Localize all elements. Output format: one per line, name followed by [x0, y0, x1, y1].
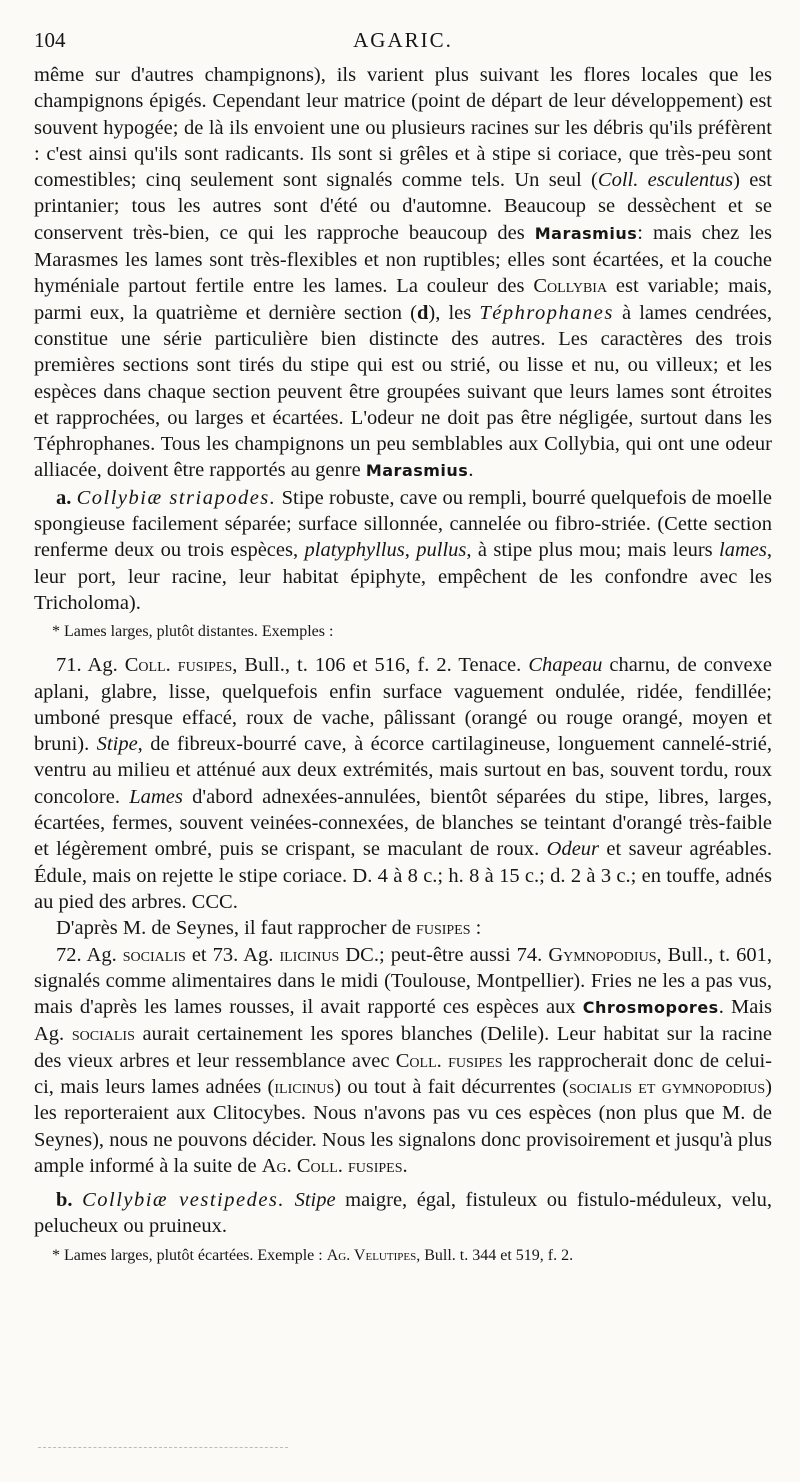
page [34, 28, 772, 1276]
section-a-paragraph: a. Collybiæ striapodes. Stipe robuste, cave ou rempli, bourré quelquefois de moelle spongieuse facilement séparée; surface sillonnée, cannelée ou fibro-striée. (Cette section renferme deux ou trois espèces, platyphyllus, pullus, à stipe plus mou; mais leurs lames, leur port, leur racine, leur habitat épiphyte, empêchent de les confondre avec les Tricholoma). [34, 486, 773, 614]
seynes-paragraph: D'après M. de Seynes, il faut rapprocher de fusipes : [56, 917, 482, 940]
note-lames-distantes: * Lames larges, plutôt distantes. Exemples : [52, 623, 334, 641]
footer-rule [38, 1447, 288, 1448]
page-number: 104 [34, 28, 66, 52]
species-72-paragraph: 72. Ag. socialis et 73. Ag. ilicinus DC.; peut-être aussi 74. Gymnopodius, Bull., t. 601, signalés comme alimentaires dans le midi (Toulouse, Montpellier). Fries ne les a pas vus, mais d'après les lames rousses, il avait rapporté ces espèces aux Chrosmopores. Mais Ag. socialis aurait certainement les spores blanches (Delile). Leur habitat sur la racine des vieux arbres et leur ressemblance avec Coll. fusipes les rapprocherait donc de celui-ci, mais leurs lames adnées (ilicinus) ou tout à fait décurrentes (socialis et gymnopodius) les reporteraient aux Clitocybes. Nous n'avons pas vu ces espèces (non plus que M. de Seynes), nous ne pouvons décider. Nous les signalons donc provisoirement et jusqu'à plus ample informé à la suite de Ag. Coll. fusipes. [34, 943, 773, 1177]
page-header [34, 28, 772, 62]
intro-paragraph: même sur d'autres champignons), ils varient plus suivant les flores locales que les champignons épigés. Cependant leur matrice (point de départ de leur développement) est souvent hypogée; de là ils envoient une ou plusieurs racines sur les débris qu'ils préfèrent : c'est ainsi qu'ils sont radicants. Ils sont si grêles et à stipe si coriace, que très-peu sont comestibles; cinq seulement sont signalés comme tels. Un seul (Coll. esculentus) est printanier; tous les autres sont d'été ou d'automne. Beaucoup se dessèchent et se conservent très-bien, ce qui les rapproche beaucoup des Marasmius: mais chez les Marasmes les lames sont très-flexibles et non ruptibles; elles sont écartées, et la couche hyméniale partout fertile entre les lames. La couleur des Collybia est variable; mais, parmi eux, la quatrième et dernière section (d), les Téphrophanes à lames cendrées, constitue une série particulière bien distincte des autres. Les caractères des trois premières sections sont tirés du stipe qui est ou strié, ou lisse et nu, ou villeux; et les espèces dans chaque section peuvent être groupées suivant que leurs lames sont étroites et rapprochées, ou larges et écartées. L'odeur ne doit pas être négligée, surtout dans les Téphrophanes. Tous les champignons un peu semblables aux Collybia, qui ont une odeur alliacée, doivent être rapportés au genre Marasmius. [34, 64, 773, 482]
running-title: AGARIC. [353, 28, 453, 52]
note-lames-ecartees: * Lames larges, plutôt écartées. Exemple : Ag. Velutipes, Bull. t. 344 et 519, f. 2. [52, 1246, 574, 1264]
section-b-paragraph: b. Collybiæ vestipedes. Stipe maigre, égal, fistuleux ou fistulo-méduleux, velu, pelucheux ou pruineux. [34, 1189, 772, 1238]
species-71-paragraph: 71. Ag. Coll. fusipes, Bull., t. 106 et 516, f. 2. Tenace. Chapeau charnu, de convexe aplani, glabre, lisse, quelquefois enfin surface vaguement ondulée, ridée, fendillée; umboné presque effacé, roux de vache, pâlissant (orangé ou rouge orangé, moyen et bruni). Stipe, de fibreux-bourré cave, à écorce cartilagineuse, longuement cannelé-strié, ventru au milieu et atténué aux deux extrémités, mais surtout en bas, souvent tordu, roux concolore. Lames d'abord adnexées-annulées, bientôt séparées du stipe, libres, larges, écartées, fermes, souvent veinées-connexées, de blanches se teintant d'orangé très-faible et légèrement ombré, puis se crispant, se maculant de roux. Odeur et saveur agréables. Édule, mais on rejette le stipe coriace. D. 4 à 8 c.; h. 8 à 15 c.; d. 2 à 3 c.; en touffe, adnés au pied des arbres. CCC. [34, 654, 773, 913]
